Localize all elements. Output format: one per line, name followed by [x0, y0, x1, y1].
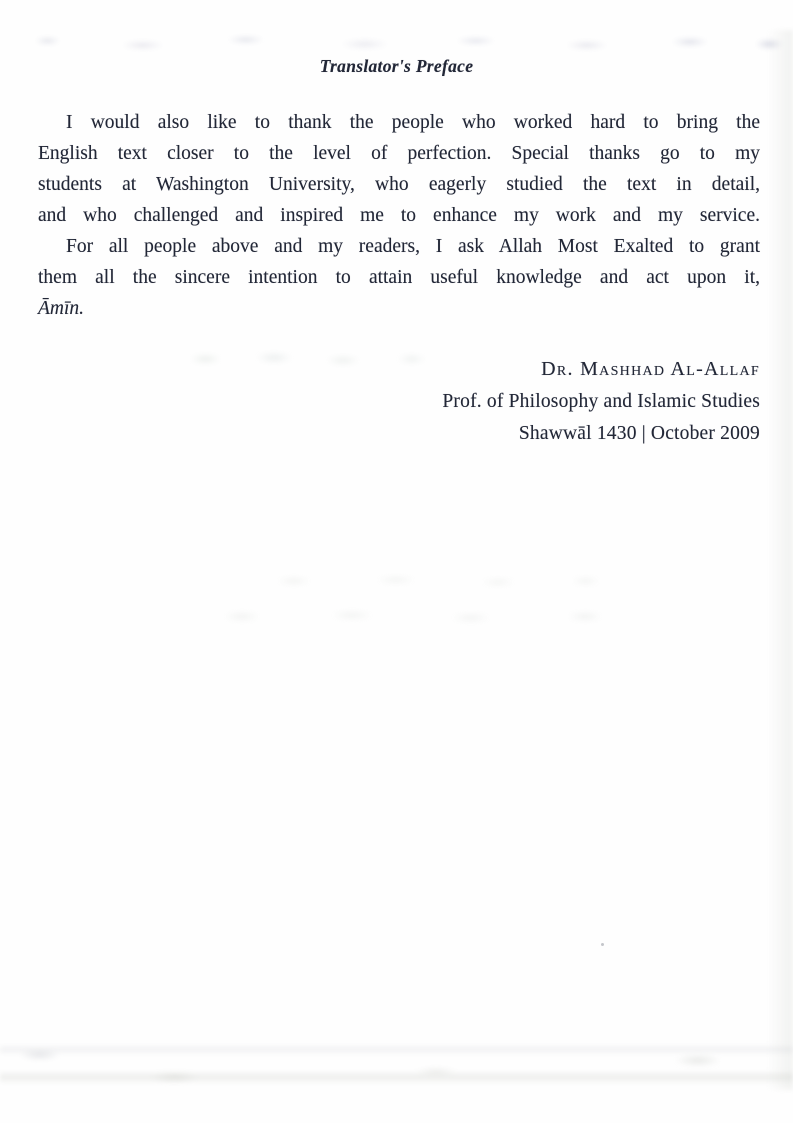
scan-texture-bottom-band	[0, 1038, 793, 1094]
bleed-through-smudge	[178, 346, 453, 372]
signature-name: Dr. Mashhad Al-Allaf	[541, 358, 760, 380]
amin-text: Āmīn.	[38, 298, 85, 319]
preface-line: English text closer to the level of perfection. Special thanks go to my	[38, 143, 760, 164]
scan-texture-top-band	[0, 32, 793, 54]
preface-line: students at Washington University, who eagerly studied the text in detail,	[38, 174, 760, 195]
preface-line: and who challenged and inspired me to enhance my work and my service.	[38, 205, 760, 226]
page-title: Translator's Preface	[319, 56, 474, 76]
preface-body	[38, 107, 760, 324]
preface-line: them all the sincere intention to attain useful knowledge and act upon it,	[38, 267, 760, 288]
bleed-through-smudge	[250, 570, 615, 592]
signature-title: Prof. of Philosophy and Islamic Studies	[442, 390, 760, 412]
bleed-through-smudge	[198, 604, 638, 629]
scan-texture-right-edge	[767, 30, 793, 1090]
scan-speck	[601, 943, 604, 946]
preface-line: I would also like to thank the people who worked hard to bring the	[66, 112, 760, 133]
signature-date: Shawwāl 1430 | October 2009	[518, 423, 760, 444]
preface-line: For all people above and my readers, I ask Allah Most Exalted to grant	[66, 236, 760, 257]
signature-block	[442, 353, 760, 451]
